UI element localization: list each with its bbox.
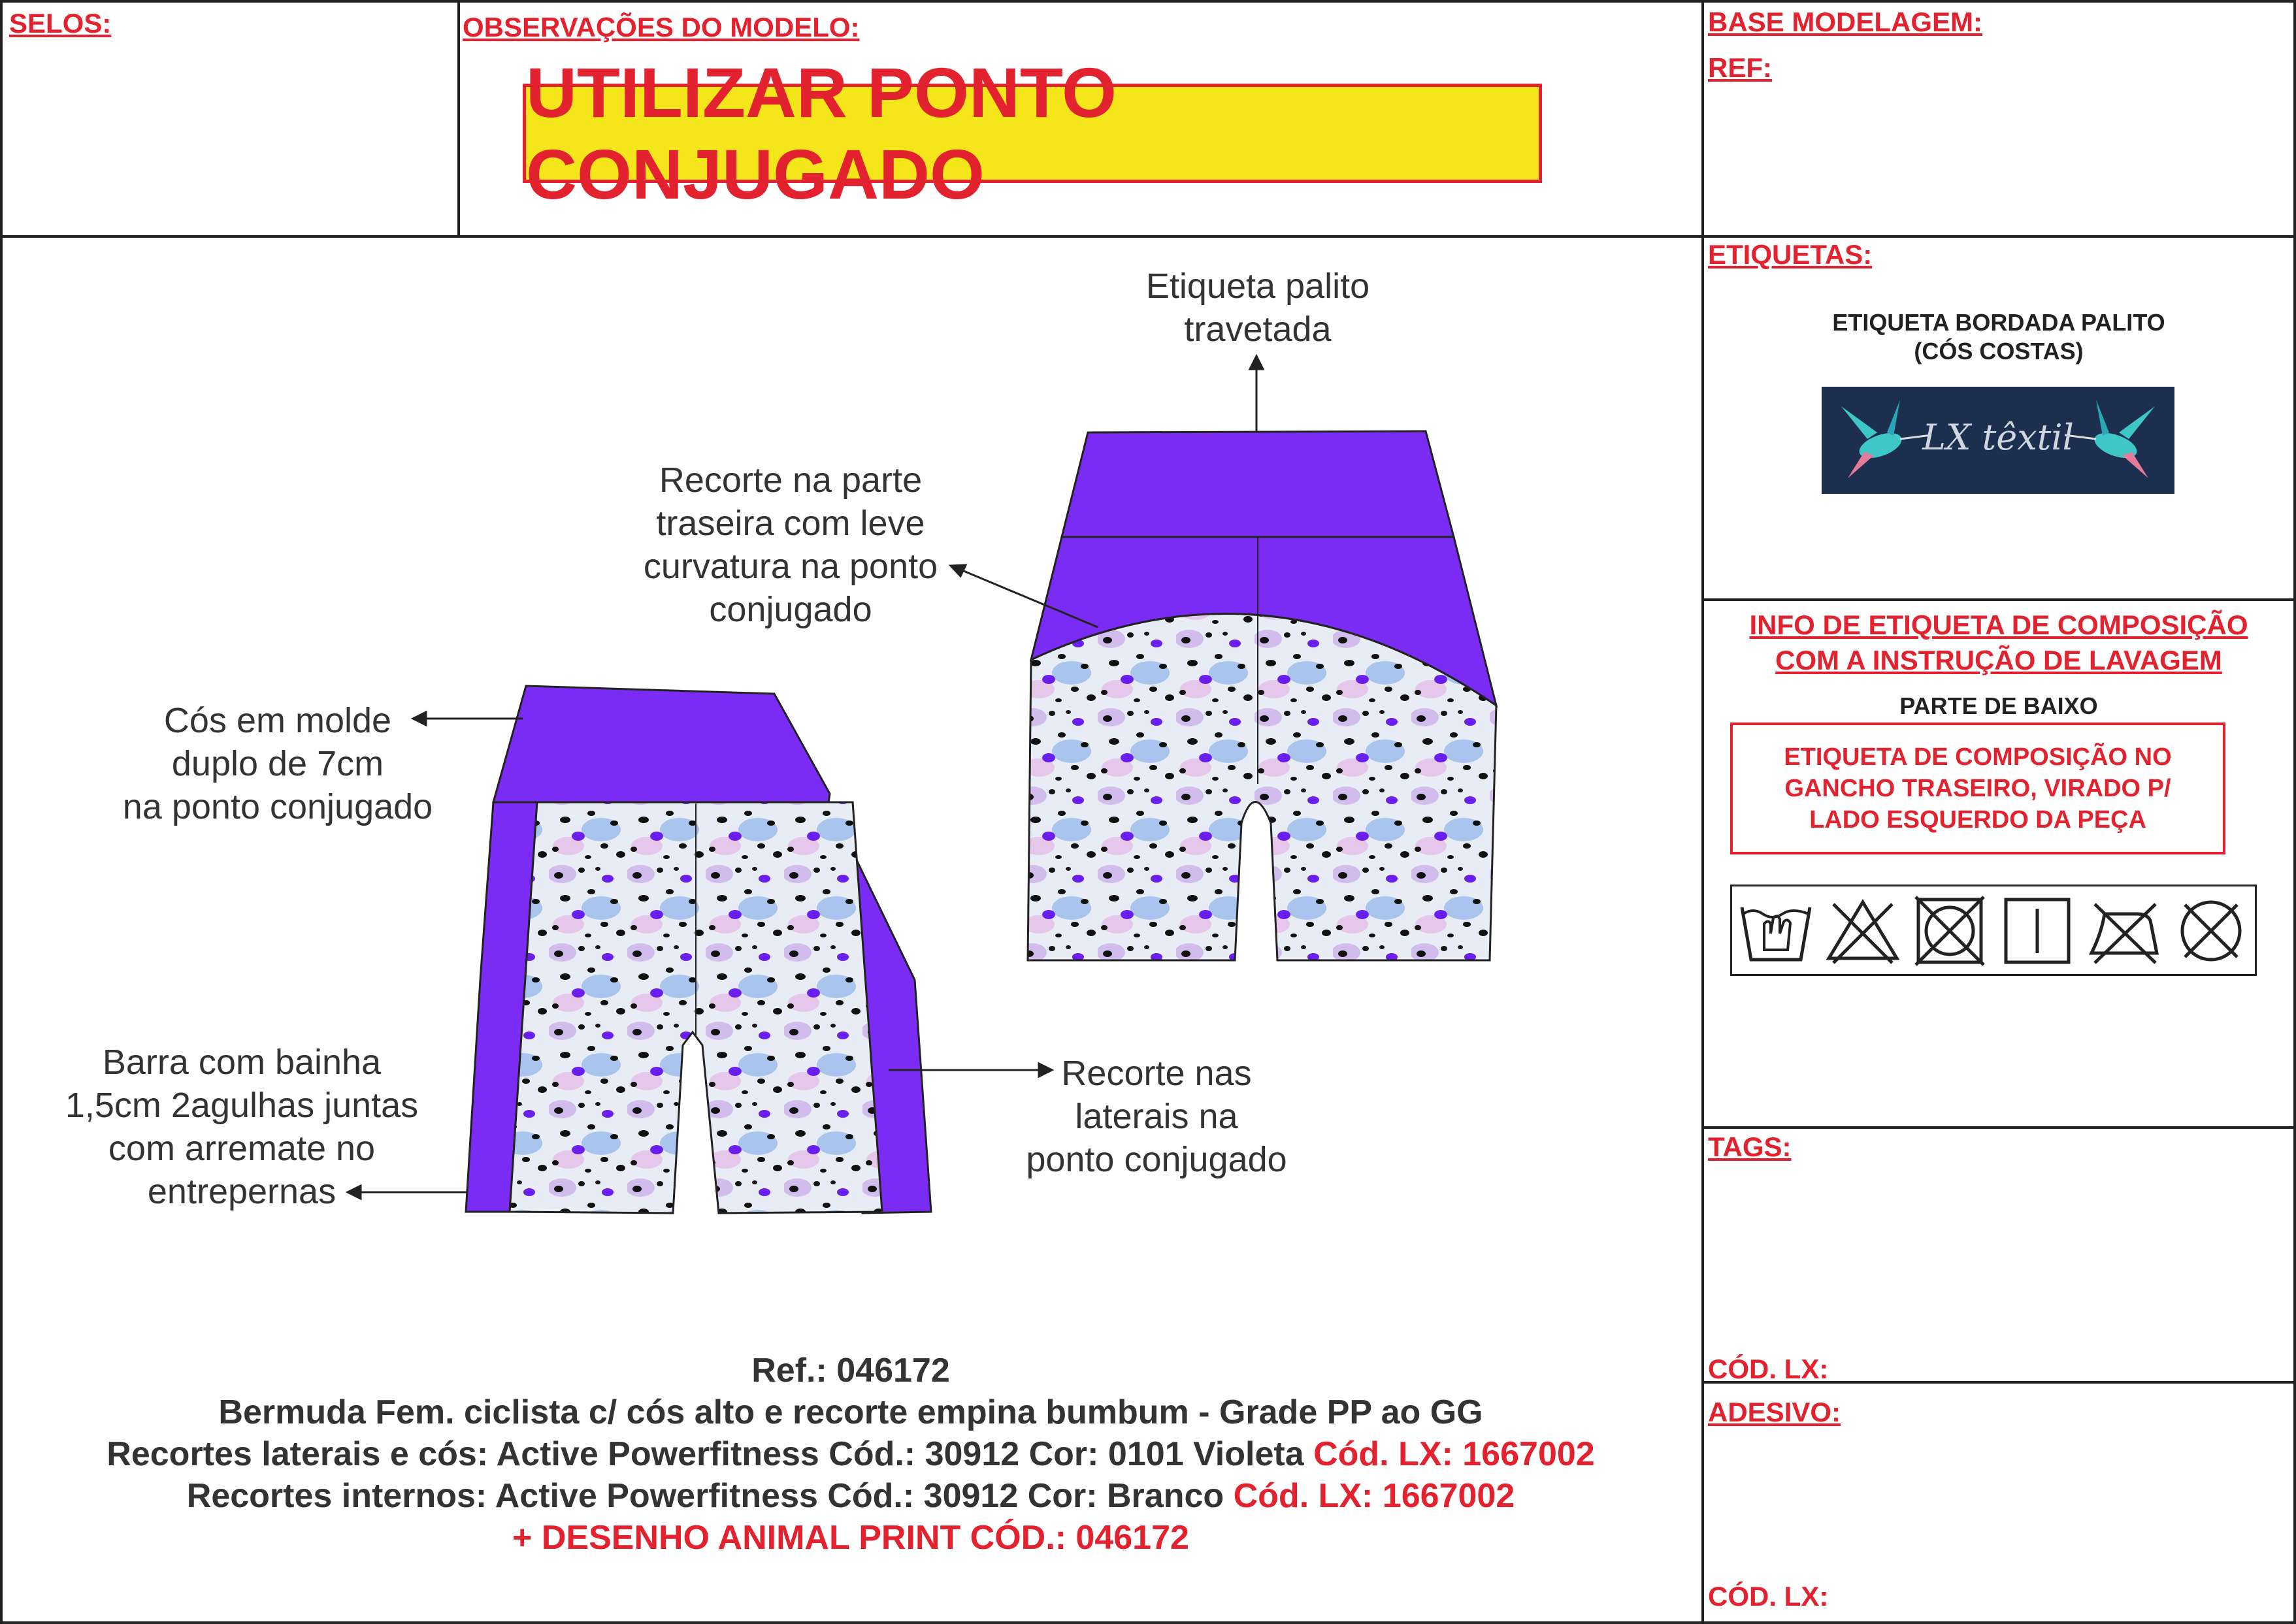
base-modelagem-label: BASE MODELAGEM: — [1708, 7, 1982, 37]
annotation-etiqueta-palito — [1117, 265, 1398, 351]
etiqueta-line: ETIQUETA BORDADA PALITO — [1832, 309, 2165, 336]
no-tumble-dry-icon — [1911, 894, 1989, 966]
lx-textil-logo — [1822, 387, 2174, 494]
fabric-lateral: Recortes laterais e cós: Active Powerfitness Cód.: 30912 Cor: 0101 Violeta — [107, 1435, 1314, 1473]
annotation-line: travetada — [1184, 310, 1332, 349]
annotation-line: entrepernas — [147, 1172, 336, 1211]
selos-label: SELOS: — [9, 8, 112, 39]
parte-de-baixo: PARTE DE BAIXO — [1899, 692, 2098, 719]
annotation-line: na ponto conjugado — [122, 787, 433, 826]
annotation-line: Etiqueta palito — [1145, 267, 1370, 306]
tags-label: TAGS: — [1708, 1131, 1792, 1162]
etiqueta-bordada-text — [1701, 308, 2296, 366]
etiqueta-line: (CÓS COSTAS) — [1914, 338, 2084, 365]
no-iron-icon — [2085, 894, 2163, 966]
annotation-line: 1,5cm 2agulhas juntas — [65, 1086, 419, 1125]
annotation-line: Cós em molde — [163, 701, 392, 740]
model-banner: UTILIZAR PONTO CONJUGADO — [523, 84, 1542, 183]
annotation-line: curvatura na ponto — [643, 547, 938, 586]
cod-lx-lateral: Cód. LX: 1667002 — [1313, 1435, 1595, 1473]
observacoes-label: OBSERVAÇÕES DO MODELO: — [463, 12, 860, 42]
hand-wash-icon — [1737, 894, 1815, 966]
description-line-1: Bermuda Fem. ciclista c/ cós alto e recorte empina bumbum - Grade PP ao GG — [218, 1393, 1483, 1431]
annotation-recorte-traseira — [621, 459, 960, 631]
annotation-line: Recorte na parte — [659, 461, 923, 500]
ref-code: Ref.: 046172 — [751, 1352, 950, 1389]
line-dry-icon — [1998, 894, 2076, 966]
adesivo-label: ADESIVO: — [1708, 1397, 1841, 1427]
annotation-barra-bainha — [39, 1041, 444, 1213]
description-line-3 — [0, 1476, 1701, 1516]
annotation-line: laterais na — [1075, 1097, 1238, 1136]
annotation-line: Barra com bainha — [102, 1043, 382, 1082]
annotation-cos-molde — [98, 699, 457, 828]
annotation-line: traseira com leve — [656, 504, 925, 543]
annotation-line: ponto conjugado — [1026, 1140, 1287, 1179]
composicao-line: ETIQUETA DE COMPOSIÇÃO NO — [1784, 743, 2172, 771]
annotation-recorte-laterais — [1006, 1052, 1307, 1181]
annotation-line: com arremate no — [108, 1129, 376, 1168]
info-title-line: COM A INSTRUÇÃO DE LAVAGEM — [1775, 645, 2222, 675]
logo-text: LX têxtil — [1922, 417, 2074, 458]
description-line-4: + DESENHO ANIMAL PRINT CÓD.: 046172 — [512, 1519, 1189, 1557]
annotation-line: conjugado — [709, 590, 872, 629]
etiquetas-label: ETIQUETAS: — [1708, 239, 1873, 270]
cod-lx-internal: Cód. LX: 1667002 — [1233, 1477, 1515, 1515]
selos-divider — [457, 0, 460, 236]
composicao-line: LADO ESQUERDO DA PEÇA — [1809, 806, 2146, 834]
cod-lx-label-adesivo: CÓD. LX: — [1708, 1581, 1829, 1612]
care-symbols — [1730, 885, 2257, 976]
etiquetas-divider — [1701, 598, 2296, 601]
cod-lx-label-tags: CÓD. LX: — [1708, 1354, 1829, 1384]
composicao-line: GANCHO TRASEIRO, VIRADO P/ — [1784, 775, 2171, 802]
back-view — [1028, 431, 1496, 960]
ref-label: REF: — [1708, 52, 1772, 83]
info-title — [1701, 608, 2296, 678]
description-line-2 — [0, 1435, 1701, 1474]
info-title-line: INFO DE ETIQUETA DE COMPOSIÇÃO — [1749, 609, 2248, 640]
annotation-line: Recorte nas — [1061, 1054, 1252, 1093]
info-divider — [1701, 1126, 2296, 1129]
no-bleach-icon — [1824, 894, 1902, 966]
fabric-internal: Recortes internos: Active Powerfitness Cód.: 30912 Cor: Branco — [186, 1477, 1234, 1515]
annotation-line: duplo de 7cm — [171, 744, 384, 783]
no-dry-clean-icon — [2172, 894, 2250, 966]
composicao-box — [1730, 723, 2225, 854]
front-view — [466, 686, 931, 1213]
